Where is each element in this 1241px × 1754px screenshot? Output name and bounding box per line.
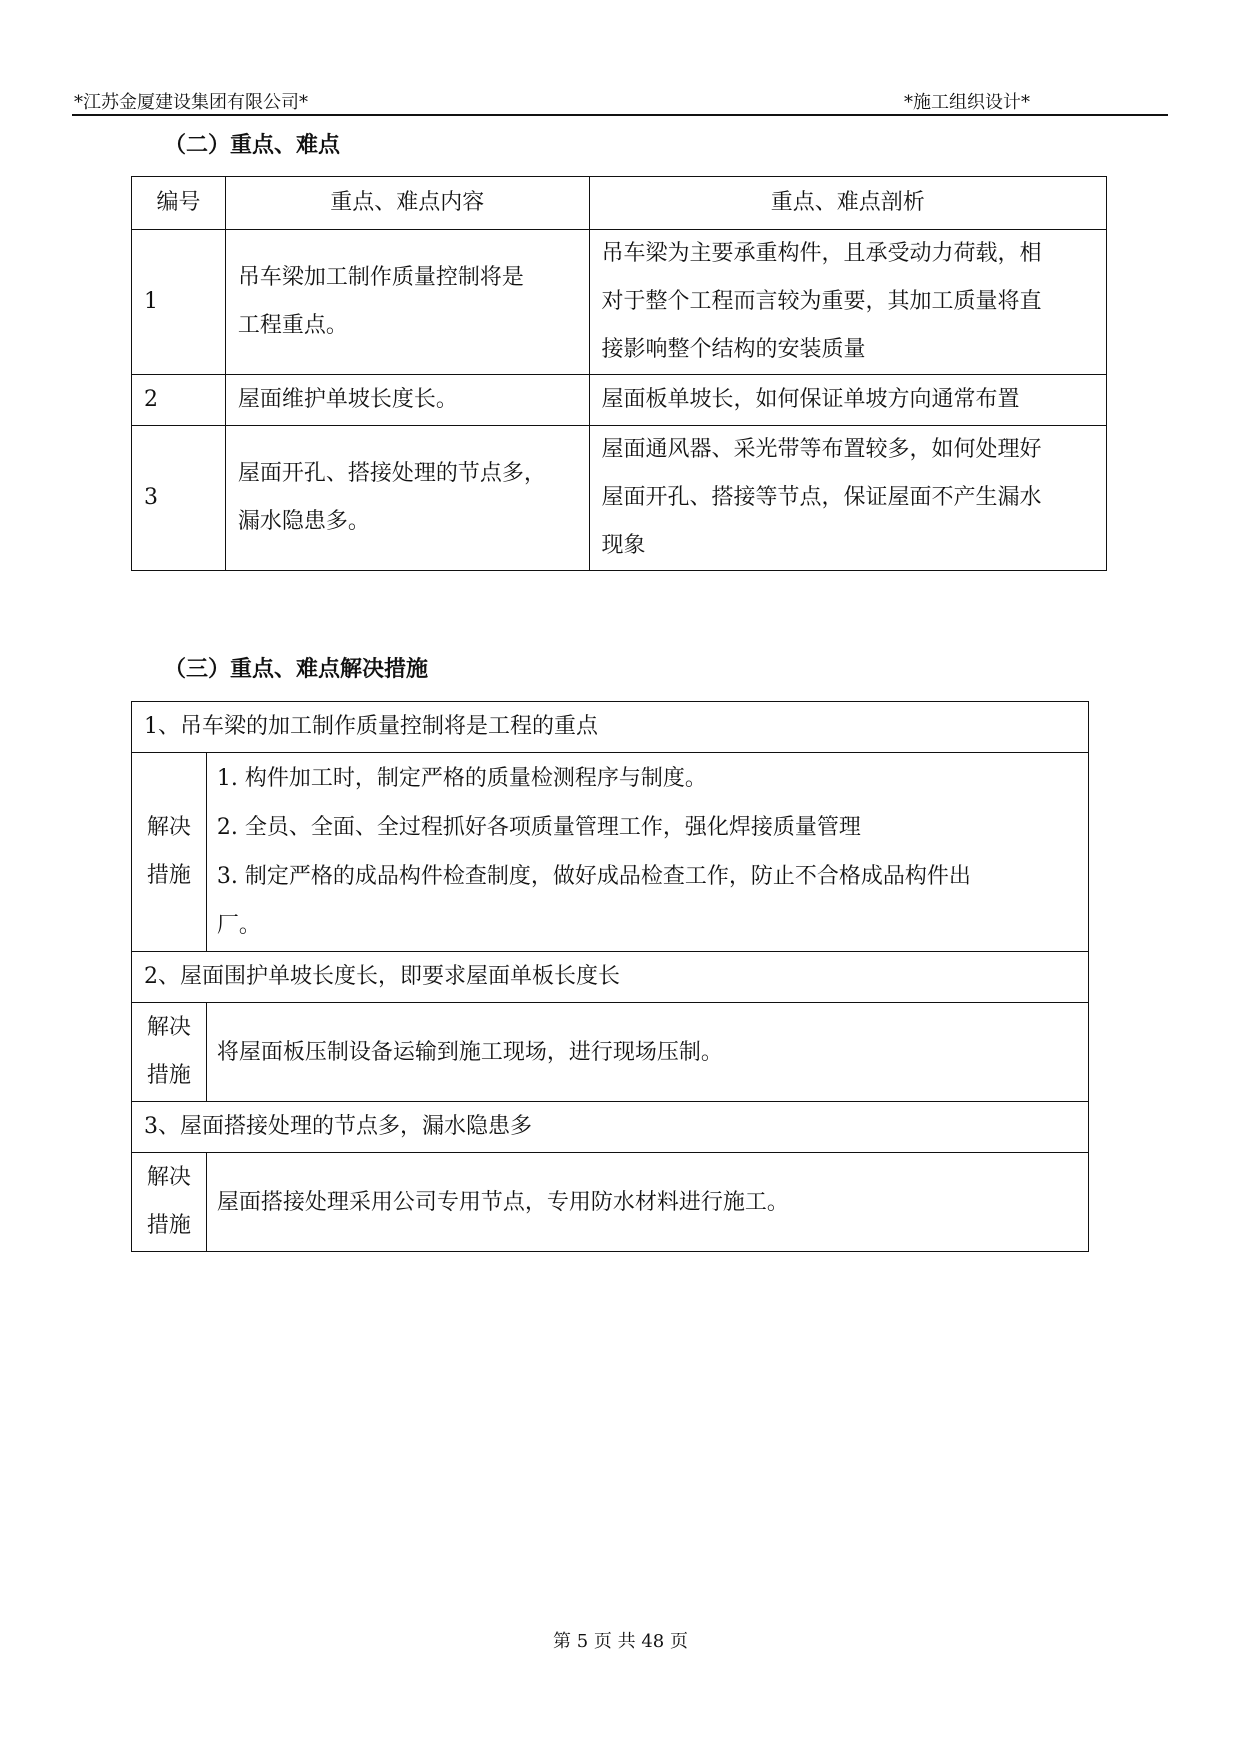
issue-row xyxy=(132,952,1089,1003)
column-header-analysis: 重点、难点剖析 xyxy=(589,177,1106,230)
measure-label-line: 措施 xyxy=(146,863,191,888)
section-title-measures: （三）重点、难点解决措施 xyxy=(164,656,429,682)
measure-content xyxy=(206,1003,1088,1102)
row-analysis xyxy=(589,375,1106,426)
measure-line: 1. 构件加工时，制定严格的质量检测程序与制度。 xyxy=(216,766,707,791)
table-row xyxy=(132,426,1107,571)
header-doc-type: *施工组织设计* xyxy=(904,92,1030,113)
row-number: 3 xyxy=(132,426,226,571)
content-line: 工程重点。 xyxy=(237,313,348,338)
section-title-keypoints: （二）重点、难点 xyxy=(164,132,341,158)
row-number: 2 xyxy=(132,375,226,426)
measure-line: 2. 全员、全面、全过程抓好各项质量管理工作，强化焊接质量管理 xyxy=(216,815,861,840)
row-content xyxy=(225,426,589,571)
measure-content xyxy=(206,1153,1088,1252)
page-number: 第 5 页 共 48 页 xyxy=(553,1631,688,1652)
measure-row xyxy=(132,753,1089,952)
row-number: 1 xyxy=(132,230,226,375)
analysis-line: 吊车梁为主要承重构件，且承受动力荷载，相 xyxy=(601,241,1042,266)
measure-line: 3. 制定严格的成品构件检查制度，做好成品检查工作，防止不合格成品构件出 xyxy=(216,864,971,889)
measure-label-line: 解决 xyxy=(146,815,191,840)
measure-label-line: 解决 xyxy=(146,1015,191,1040)
header-company: *江苏金厦建设集团有限公司* xyxy=(74,92,308,113)
analysis-line: 屋面通风器、采光带等布置较多，如何处理好 xyxy=(601,437,1042,462)
measure-label xyxy=(132,1003,207,1102)
issue-row xyxy=(132,702,1089,753)
measure-row xyxy=(132,1153,1089,1252)
table-header-row xyxy=(132,177,1107,230)
analysis-line: 接影响整个结构的安装质量 xyxy=(601,337,866,362)
content-line: 屋面开孔、搭接处理的节点多， xyxy=(237,461,546,486)
analysis-line: 对于整个工程而言较为重要，其加工质量将直 xyxy=(601,289,1042,314)
measure-line: 厂。 xyxy=(216,913,261,938)
row-content xyxy=(225,230,589,375)
table-row xyxy=(132,375,1107,426)
analysis-line: 屋面板单坡长，如何保证单坡方向通常布置 xyxy=(601,387,1020,412)
analysis-line: 屋面开孔、搭接等节点，保证屋面不产生漏水 xyxy=(601,485,1042,510)
measure-label-line: 措施 xyxy=(146,1213,191,1238)
issue-row xyxy=(132,1102,1089,1153)
measure-line: 屋面搭接处理采用公司专用节点，专用防水材料进行施工。 xyxy=(216,1189,789,1215)
column-header-content: 重点、难点内容 xyxy=(225,177,589,230)
keypoints-table xyxy=(131,176,1107,571)
measure-line: 将屋面板压制设备运输到施工现场，进行现场压制。 xyxy=(216,1039,723,1065)
measures-table xyxy=(131,701,1089,1252)
row-analysis xyxy=(589,426,1106,571)
measure-label-line: 措施 xyxy=(146,1063,191,1088)
content-line: 漏水隐患多。 xyxy=(237,509,370,534)
content-line: 屋面维护单坡长度长。 xyxy=(237,387,458,412)
row-analysis xyxy=(589,230,1106,375)
header-divider xyxy=(72,114,1168,116)
measure-label xyxy=(132,753,207,952)
row-content xyxy=(225,375,589,426)
table-row xyxy=(132,230,1107,375)
measure-content xyxy=(206,753,1088,952)
content-line: 吊车梁加工制作质量控制将是 xyxy=(237,265,524,290)
measure-row xyxy=(132,1003,1089,1102)
issue-text: 1、吊车梁的加工制作质量控制将是工程的重点 xyxy=(132,702,1089,753)
measure-label xyxy=(132,1153,207,1252)
issue-text: 2、屋面围护单坡长度长，即要求屋面单板长度长 xyxy=(132,952,1089,1003)
issue-text: 3、屋面搭接处理的节点多，漏水隐患多 xyxy=(132,1102,1089,1153)
analysis-line: 现象 xyxy=(601,533,646,558)
measure-label-line: 解决 xyxy=(146,1165,191,1190)
column-header-number: 编号 xyxy=(132,177,226,230)
